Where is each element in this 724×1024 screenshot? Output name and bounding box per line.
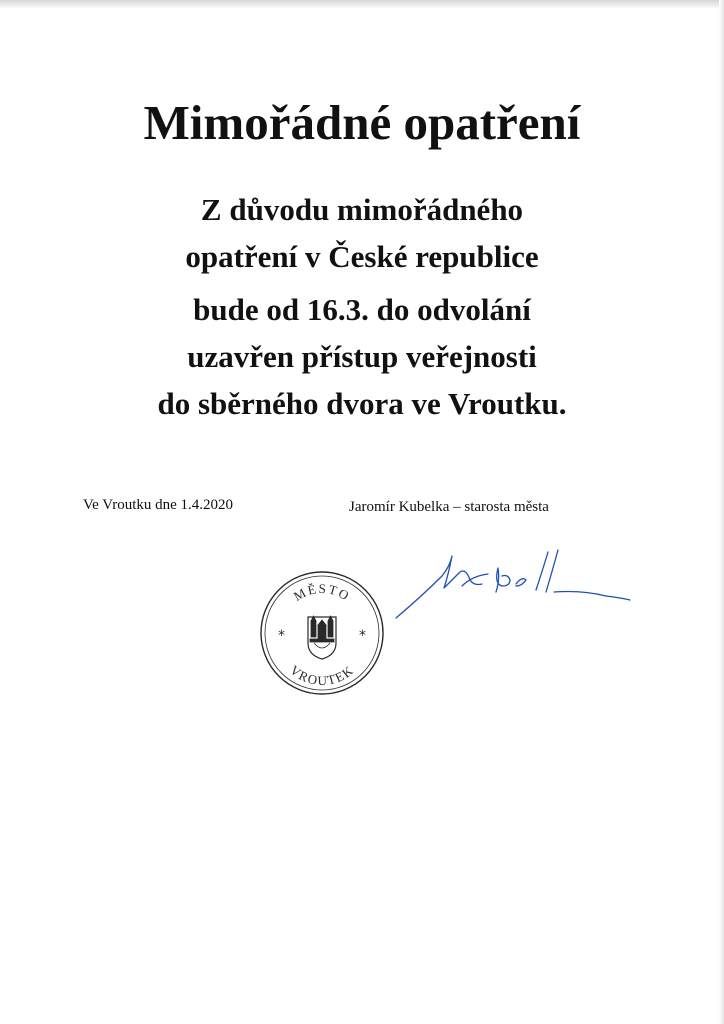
notice-line: uzavřen přístup veřejnosti	[187, 339, 537, 374]
notice-line: Z důvodu mimořádného	[200, 192, 524, 227]
place-and-date: Ve Vroutku dne 1.4.2020	[83, 497, 234, 513]
coat-of-arms-icon	[308, 616, 336, 659]
star-icon: *	[359, 628, 366, 644]
stamp-bottom-text: VROUTEK	[287, 662, 357, 689]
handwritten-signature	[392, 546, 632, 622]
town-stamp	[258, 569, 386, 697]
scan-edge-top	[0, 0, 724, 9]
notice-title: Mimořádné opatření	[143, 95, 581, 150]
notice-line: do sběrného dvora ve Vroutku.	[157, 386, 567, 421]
notice-body	[0, 186, 724, 427]
scan-edge-right	[719, 0, 724, 1024]
stamp-top-text: MĚSTO	[290, 580, 354, 604]
star-icon: *	[278, 628, 285, 644]
signer-name: Jaromír Kubelka – starosta města	[349, 499, 549, 515]
notice-line: bude od 16.3. do odvolání	[193, 292, 531, 327]
notice-line: opatření v České republice	[185, 239, 539, 274]
